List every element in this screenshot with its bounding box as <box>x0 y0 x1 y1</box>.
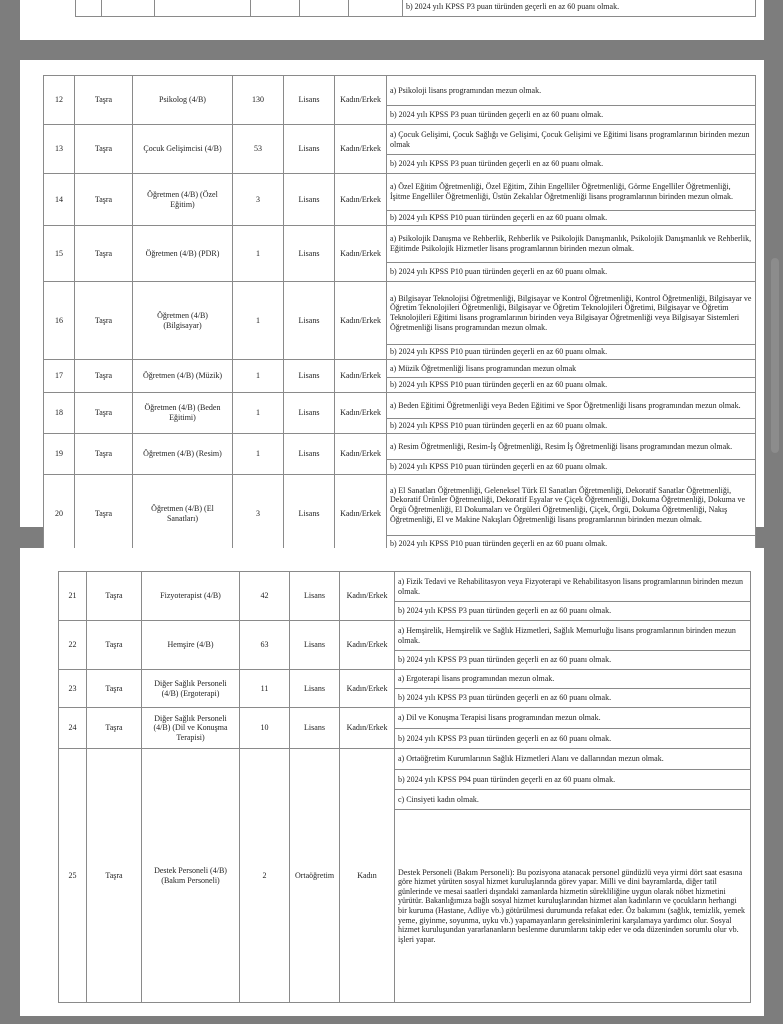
table-row <box>44 174 756 211</box>
cell-location: Taşra <box>87 708 142 749</box>
document-page-1 <box>20 0 764 40</box>
cell-location: Taşra <box>87 621 142 670</box>
requirement-cell: a) Ergoterapi lisans programından mezun olmak. <box>395 670 751 689</box>
cell-title: Çocuk Gelişimcisi (4/B) <box>133 125 233 174</box>
cell-education: Lisans <box>284 226 335 282</box>
cell-no: 23 <box>59 670 87 708</box>
table-row <box>44 393 756 419</box>
document-page-3 <box>20 548 764 1016</box>
cell-no: 21 <box>59 572 87 621</box>
cell-title <box>155 0 251 17</box>
table-row <box>44 125 756 155</box>
cell-count: 1 <box>233 360 284 393</box>
cell-location <box>102 0 155 17</box>
requirement-cell: a) Psikoloji lisans programından mezun olmak. <box>387 76 756 106</box>
requirement-cell: a) Müzik Öğretmenliği lisans programından mezun olmak <box>387 360 756 378</box>
cell-count: 3 <box>233 174 284 226</box>
requirement-cell: a) Fizik Tedavi ve Rehabilitasyon veya Fizyoterapi ve Rehabilitasyon lisans programlarının birinden mezun olmak. <box>395 572 751 602</box>
cell-education: Lisans <box>290 572 340 621</box>
requirement-cell: b) 2024 yılı KPSS P3 puan türünden geçerli en az 60 puanı olmak. <box>395 651 751 670</box>
cell-title: Hemşire (4/B) <box>142 621 240 670</box>
cell-count: 42 <box>240 572 290 621</box>
table-row <box>44 76 756 106</box>
requirement-cell: a) Dil ve Konuşma Terapisi lisans programından mezun olmak. <box>395 708 751 729</box>
cell-gender: Kadın/Erkek <box>340 621 395 670</box>
cell-no: 13 <box>44 125 75 174</box>
cell-count: 1 <box>233 434 284 475</box>
table-row <box>76 0 756 17</box>
cell-title: Öğretmen (4/B) (El Sanatları) <box>133 475 233 553</box>
cell-title: Öğretmen (4/B) (Bilgisayar) <box>133 282 233 360</box>
requirement-cell: b) 2024 yılı KPSS P94 puan türünden geçerli en az 60 puanı olmak. <box>395 770 751 790</box>
cell-gender: Kadın/Erkek <box>335 434 387 475</box>
cell-gender: Kadın/Erkek <box>335 125 387 174</box>
cell-location: Taşra <box>87 572 142 621</box>
cell-gender: Kadın/Erkek <box>335 360 387 393</box>
requirement-cell: b) 2024 yılı KPSS P10 puan türünden geçerli en az 60 puanı olmak. <box>387 345 756 360</box>
requirement-cell: a) Hemşirelik, Hemşirelik ve Sağlık Hizmetleri, Sağlık Memurluğu lisans programlarının birinden mezun olmak. <box>395 621 751 651</box>
cell-gender: Kadın/Erkek <box>335 174 387 226</box>
cell-gender: Kadın <box>340 749 395 1003</box>
requirement-cell: b) 2024 yılı KPSS P3 puan türünden geçerli en az 60 puanı olmak. <box>387 106 756 125</box>
table-row <box>44 360 756 378</box>
cell-gender: Kadın/Erkek <box>335 76 387 125</box>
cell-count: 2 <box>240 749 290 1003</box>
cell-gender: Kadın/Erkek <box>340 708 395 749</box>
cell-education: Lisans <box>284 475 335 553</box>
cell-no: 15 <box>44 226 75 282</box>
cell-title: Diğer Sağlık Personeli (4/B) (Ergoterapi) <box>142 670 240 708</box>
cell-no: 22 <box>59 621 87 670</box>
cell-count: 63 <box>240 621 290 670</box>
cell-title: Öğretmen (4/B) (Beden Eğitimi) <box>133 393 233 434</box>
cell-no: 18 <box>44 393 75 434</box>
cell-title: Öğretmen (4/B) (Müzik) <box>133 360 233 393</box>
table-row <box>44 282 756 345</box>
table-row <box>59 670 751 689</box>
table-row <box>44 434 756 460</box>
cell-no: 20 <box>44 475 75 553</box>
requirement-cell: b) 2024 yılı KPSS P3 puan türünden geçerli en az 60 puanı olmak. <box>387 155 756 174</box>
cell-gender: Kadın/Erkek <box>335 282 387 360</box>
cell-location: Taşra <box>87 670 142 708</box>
requirement-cell: a) Ortaöğretim Kurumlarının Sağlık Hizmetleri Alanı ve dallarından mezun olmak. <box>395 749 751 770</box>
requirement-cell: b) 2024 yılı KPSS P10 puan türünden geçerli en az 60 puanı olmak. <box>387 263 756 282</box>
cell-education: Ortaöğretim <box>290 749 340 1003</box>
cell-education: Lisans <box>284 174 335 226</box>
requirement-cell: b) 2024 yılı KPSS P3 puan türünden geçerli en az 60 puanı olmak. <box>403 0 756 17</box>
cell-gender: Kadın/Erkek <box>340 572 395 621</box>
requirement-cell: b) 2024 yılı KPSS P3 puan türünden geçerli en az 60 puanı olmak. <box>395 602 751 621</box>
cell-location: Taşra <box>87 749 142 1003</box>
cell-no <box>76 0 102 17</box>
requirement-cell: a) Çocuk Gelişimi, Çocuk Sağlığı ve Gelişimi, Çocuk Gelişimi ve Eğitimi lisans programlarının birinden mezun olmak <box>387 125 756 155</box>
cell-title: Destek Personeli (4/B) (Bakım Personeli) <box>142 749 240 1003</box>
cell-education: Lisans <box>284 393 335 434</box>
table-row <box>59 708 751 729</box>
table-row <box>44 226 756 263</box>
cell-location: Taşra <box>75 475 133 553</box>
cell-count: 1 <box>233 282 284 360</box>
cell-education: Lisans <box>284 125 335 174</box>
cell-education: Lisans <box>290 708 340 749</box>
table-row <box>59 621 751 651</box>
cell-gender <box>349 0 403 17</box>
cell-title: Öğretmen (4/B) (PDR) <box>133 226 233 282</box>
positions-table <box>58 571 751 1003</box>
table-row <box>44 475 756 536</box>
requirement-cell: b) 2024 yılı KPSS P10 puan türünden geçerli en az 60 puanı olmak. <box>387 536 756 553</box>
requirement-cell: a) Resim Öğretmenliği, Resim-İş Öğretmenliği, Resim İş Öğretmenliği lisans programından mezun olmak. <box>387 434 756 460</box>
cell-title: Psikolog (4/B) <box>133 76 233 125</box>
cell-count: 10 <box>240 708 290 749</box>
cell-gender: Kadın/Erkek <box>340 670 395 708</box>
requirement-cell: c) Cinsiyeti kadın olmak. <box>395 790 751 810</box>
cell-education: Lisans <box>284 434 335 475</box>
requirement-cell: b) 2024 yılı KPSS P10 puan türünden geçerli en az 60 puanı olmak. <box>387 460 756 475</box>
table-row <box>59 572 751 602</box>
cell-count <box>251 0 300 17</box>
cell-count: 1 <box>233 226 284 282</box>
cell-education <box>300 0 349 17</box>
cell-gender: Kadın/Erkek <box>335 226 387 282</box>
cell-title: Öğretmen (4/B) (Özel Eğitim) <box>133 174 233 226</box>
cell-location: Taşra <box>75 360 133 393</box>
cell-location: Taşra <box>75 434 133 475</box>
cell-count: 11 <box>240 670 290 708</box>
cell-education: Lisans <box>284 76 335 125</box>
requirement-cell: b) 2024 yılı KPSS P3 puan türünden geçerli en az 60 puanı olmak. <box>395 689 751 708</box>
cell-no: 14 <box>44 174 75 226</box>
requirement-cell: Destek Personeli (Bakım Personeli): Bu pozisyona atanacak personel gündüzlü veya yirmi dört saat esasına göre hizmet yürüten sosyal hizmet kuruluşlarında görev yapar. Milli ve dini bayramlarda, diğer tatil günlerinde ve mesai saatleri dışındaki zamanlarda hizmetin sürekliliğine uygun olarak nöbet hizmetini yürütür. Bakanlığımıza bağlı sosyal hizmet kuruluşlarından hizmet alan kadınların ve çocukların herhangi bir kuruma (Hastane, Adliye vb.) götürülmesi durumunda refakat eder. Öz bakımını (sağlık, temizlik, yemek yeme, giyinme, soyunma, uyku vb.) yapamayanların gereksinimlerini karşılamaya yardımcı olur. Sosyal hizmet kuruluşundan yararlananların beslenme durumlarını takip eder ve oda düzeninden sorumlu olur vb. işleri yapar. <box>395 810 751 1003</box>
cell-no: 16 <box>44 282 75 360</box>
cell-count: 130 <box>233 76 284 125</box>
positions-table-fragment <box>75 0 756 17</box>
requirement-cell: a) Bilgisayar Teknolojisi Öğretmenliği, Bilgisayar ve Kontrol Öğretmenliği, Kontrol Öğretmenliği, Bilgisayar ve Öğretim Teknolojileri Öğretmenliği, Bilgisayar ve Öğretim Teknolojileri Öğretimi, Bilgisayar ve Öğretim Teknolojileri Eğitimi lisans programlarının birinden veya Bilgisayar Öğretmenliği veya Bilgisayar Sistemleri Öğretmenliği lisans programından mezun olmak. <box>387 282 756 345</box>
cell-count: 53 <box>233 125 284 174</box>
requirement-cell: b) 2024 yılı KPSS P10 puan türünden geçerli en az 60 puanı olmak. <box>387 378 756 393</box>
scrollbar-thumb[interactable] <box>771 258 779 453</box>
cell-location: Taşra <box>75 393 133 434</box>
positions-table <box>43 75 756 553</box>
cell-count: 3 <box>233 475 284 553</box>
cell-location: Taşra <box>75 282 133 360</box>
cell-location: Taşra <box>75 226 133 282</box>
requirement-cell: a) El Sanatları Öğretmenliği, Geleneksel Türk El Sanatları Öğretmenliği, Dekoratif Sanatlar Öğretmenliği, Dekoratif Ürünler Öğretmenliği, Dekoratif Eşyalar ve Çiçek Öğretmenliği, Dokuma Öğretmenliği, Dokuma ve Örgü Öğretmenliği, El Dokumaları ve Örgüleri Öğretmenliği, Çiçek, Örgü, Dokuma Öğretmenliği, Nakış Öğretmenliği, El ve Makine Nakışları Öğretmenliği lisans programlarının birinden mezun olmak. <box>387 475 756 536</box>
document-page-2 <box>20 60 764 549</box>
requirement-cell: b) 2024 yılı KPSS P10 puan türünden geçerli en az 60 puanı olmak. <box>387 419 756 434</box>
cell-no: 12 <box>44 76 75 125</box>
requirement-cell: a) Özel Eğitim Öğretmenliği, Özel Eğitim, Zihin Engelliler Öğretmenliği, Görme Engelliler Öğretmenliği, İşitme Engelliler Öğretmenliği, Üstün Zekalılar Öğretmenliği lisans programlarının birinden mezun olmak. <box>387 174 756 211</box>
cell-no: 24 <box>59 708 87 749</box>
cell-count: 1 <box>233 393 284 434</box>
requirement-cell: b) 2024 yılı KPSS P3 puan türünden geçerli en az 60 puanı olmak. <box>395 729 751 749</box>
requirement-cell: a) Beden Eğitimi Öğretmenliği veya Beden Eğitimi ve Spor Öğretmenliği lisans programından mezun olmak. <box>387 393 756 419</box>
cell-gender: Kadın/Erkek <box>335 475 387 553</box>
cell-title: Diğer Sağlık Personeli (4/B) (Dil ve Konuşma Terapisi) <box>142 708 240 749</box>
cell-title: Fizyoterapist (4/B) <box>142 572 240 621</box>
cell-education: Lisans <box>290 670 340 708</box>
cell-gender: Kadın/Erkek <box>335 393 387 434</box>
cell-no: 19 <box>44 434 75 475</box>
requirement-cell: b) 2024 yılı KPSS P10 puan türünden geçerli en az 60 puanı olmak. <box>387 211 756 226</box>
cell-location: Taşra <box>75 174 133 226</box>
cell-education: Lisans <box>290 621 340 670</box>
cell-no: 17 <box>44 360 75 393</box>
cell-no: 25 <box>59 749 87 1003</box>
cell-education: Lisans <box>284 360 335 393</box>
cell-education: Lisans <box>284 282 335 360</box>
requirement-cell: a) Psikolojik Danışma ve Rehberlik, Rehberlik ve Psikolojik Danışmanlık, Psikolojik Danışmanlık ve Rehberlik, Eğitimde Psikolojik Hizmetler lisans programlarının birinden mezun olmak. <box>387 226 756 263</box>
table-row <box>59 749 751 770</box>
cell-location: Taşra <box>75 125 133 174</box>
cell-title: Öğretmen (4/B) (Resim) <box>133 434 233 475</box>
cell-location: Taşra <box>75 76 133 125</box>
